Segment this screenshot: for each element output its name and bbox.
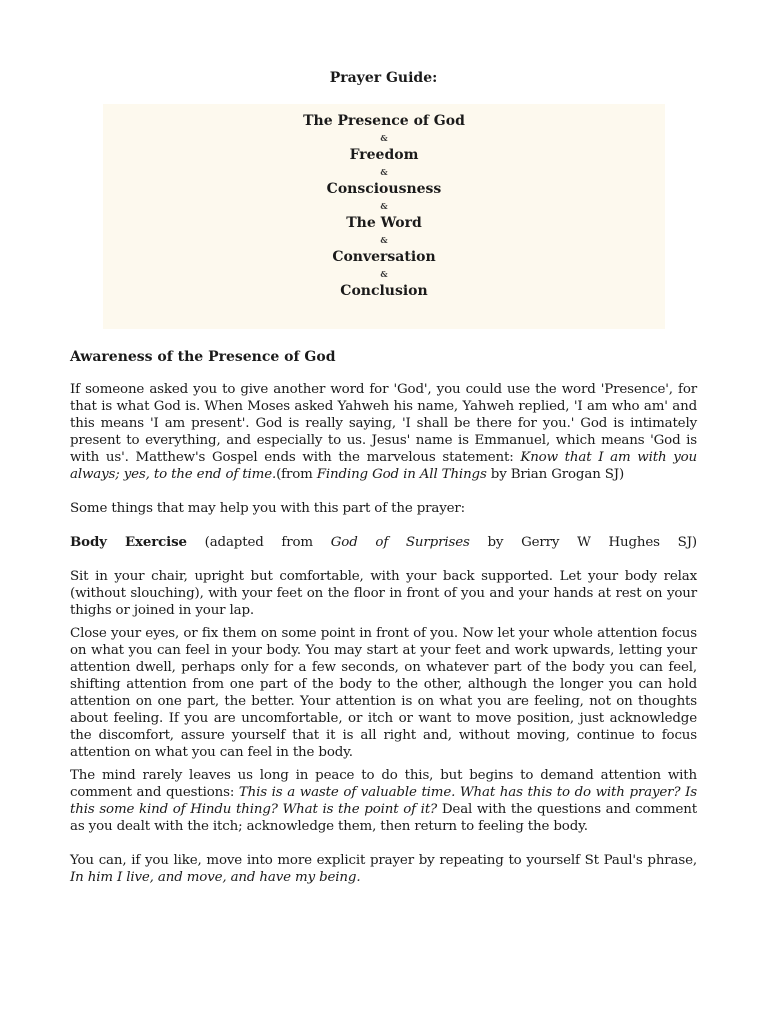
toc-item-conversation: Conversation [332, 249, 436, 265]
paragraph-text: by Brian Grogan SJ) [486, 467, 625, 482]
toc-item-conclusion: Conclusion [340, 283, 428, 299]
book-title: God of Surprises [330, 535, 470, 550]
paragraph-close-eyes: Close your eyes, or fix them on some point in front of you. Now let your whole attention focus on what you can feel in your body. You may start at your feet and work upwards, letting your attention dwell, perhaps only for a few seconds, on whatever part of the body you can feel, shifting attention from one part of the body to the other, although the longer you can hold attention on one part, the better. Your attention is on what you are feeling, not on thoughts about feeling. If you are uncomfortable, or itch or want to move position, just acknowledge the discomfort, assure yourself that it is all right and, without moving, continue to focus attention on what you can feel in the body. [70, 626, 697, 760]
paragraph-text: Deal with the questions and comment as you dealt with the itch; acknowledge them, then return to feeling the body. [70, 802, 697, 834]
toc-separator: & [380, 235, 388, 245]
paragraph-sit: Sit in your chair, upright but comfortable, with your back supported. Let your body relax (without slouching), with your feet on the floor in front of you and your hands at rest on your thighs or joined in your lap. [70, 569, 697, 618]
book-title: Finding God in All Things [316, 467, 487, 482]
paragraph-help: Some things that may help you with this part of the prayer: [70, 501, 466, 516]
paragraph-text: (from [276, 467, 317, 482]
toc-separator: & [380, 269, 388, 279]
paragraph-prayer [70, 852, 697, 886]
toc-separator: & [380, 201, 388, 211]
toc-box [103, 104, 665, 329]
scripture-quote: Know that I am with you always; yes, to the end of time. [70, 450, 697, 482]
guide-title: Prayer Guide: [329, 70, 438, 86]
paragraph-text: You can, if you like, move into more explicit prayer by repeating to yourself St Paul's phrase, [70, 853, 697, 868]
paragraph-mind [70, 767, 697, 835]
toc-separator: & [380, 167, 388, 177]
exercise-title: Body Exercise [70, 534, 187, 550]
paragraph-text: (adapted from [186, 535, 331, 550]
paragraph-body-exercise [70, 534, 697, 551]
scripture-quote: In him I live, and move, and have my being. [70, 870, 361, 885]
toc-item-presence: The Presence of God [303, 113, 465, 129]
toc-item-word: The Word [346, 215, 422, 231]
questions-quote: This is a waste of valuable time. What has this to do with prayer? Is this some kind of Hindu thing? What is the point of it? [70, 785, 697, 817]
section-heading: Awareness of the Presence of God [70, 349, 336, 365]
paragraph-presence [70, 381, 697, 483]
toc-item-freedom: Freedom [349, 147, 419, 163]
paragraph-text: by Gerry W Hughes SJ) [469, 535, 697, 550]
toc-separator: & [380, 133, 388, 143]
document-page [70, 68, 697, 886]
toc-item-consciousness: Consciousness [326, 181, 442, 197]
paragraph-text: The mind rarely leaves us long in peace to do this, but begins to demand attention with comment and questions: [70, 768, 697, 800]
paragraph-text: If someone asked you to give another word for 'God', you could use the word 'Presence', for that is what God is. When Moses asked Yahweh his name, Yahweh replied, 'I am who am' and this means 'I am present'. God is really saying, 'I shall be there for you.' God is intimately present to everything, and especially to us. Jesus' name is Emmanuel, which means 'God is with us'. Matthew's Gospel ends with the marvelous statement: [70, 382, 697, 465]
